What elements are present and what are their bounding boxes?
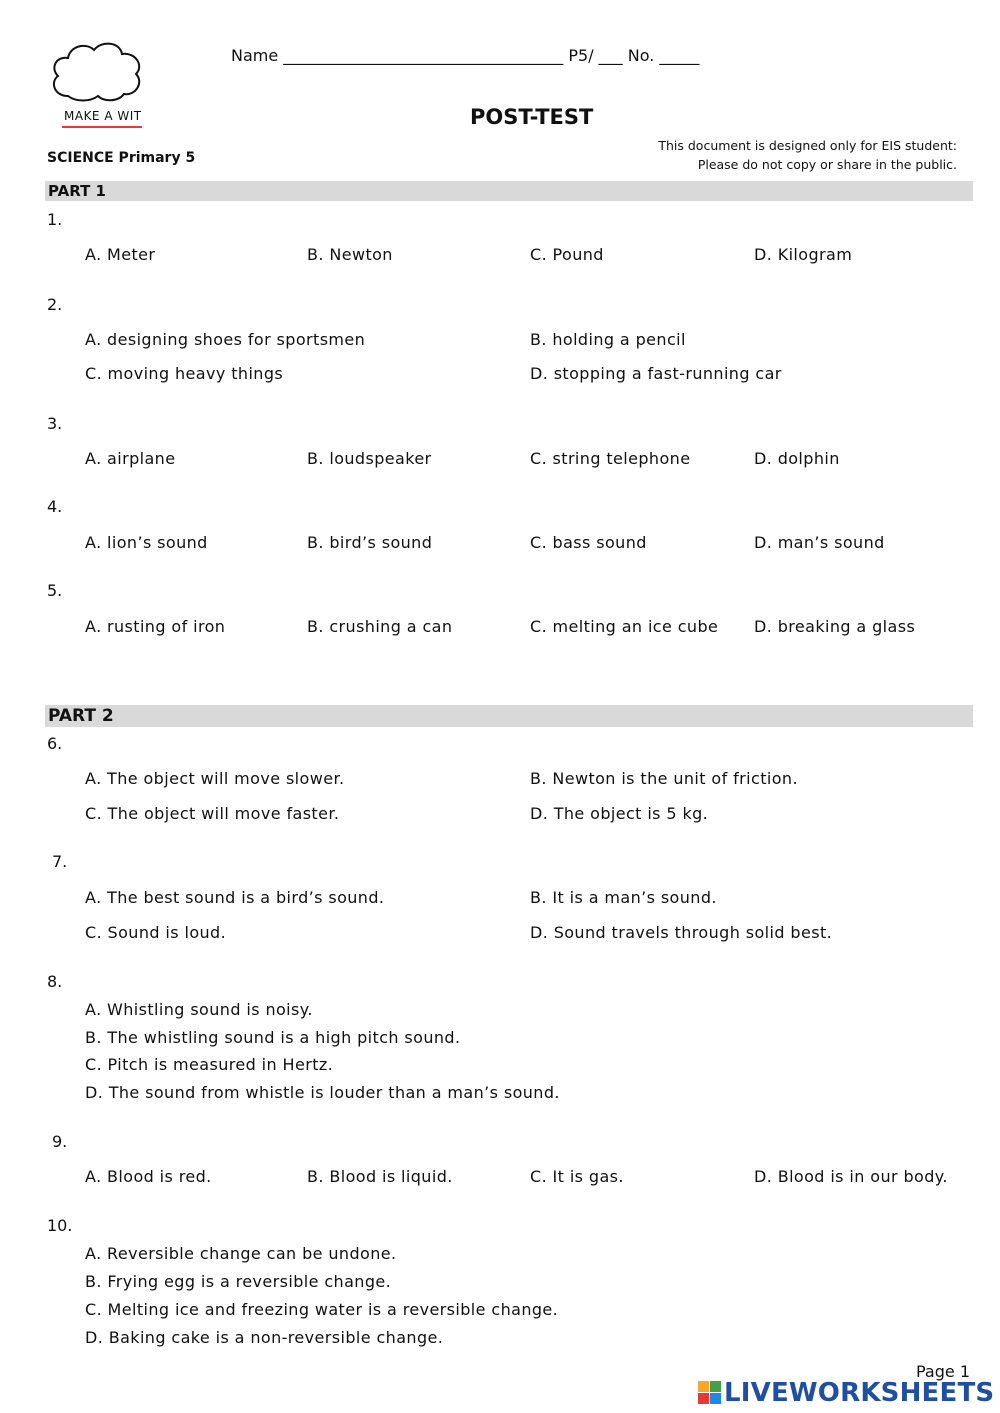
q3-option-d[interactable]: D. dolphin — [754, 449, 840, 468]
q9-option-d[interactable]: D. Blood is in our body. — [754, 1167, 948, 1186]
q7-option-d[interactable]: D. Sound travels through solid best. — [530, 923, 833, 942]
q7-option-a[interactable]: A. The best sound is a bird’s sound. — [85, 888, 385, 907]
q6-option-a[interactable]: A. The object will move slower. — [85, 769, 345, 788]
question-8-number: 8. — [47, 972, 63, 991]
liveworksheets-squares-icon — [698, 1381, 722, 1405]
question-4-number: 4. — [47, 497, 63, 516]
question-3-number: 3. — [47, 414, 63, 433]
notice-line-1: This document is designed only for EIS student: — [658, 138, 957, 153]
q5-option-c[interactable]: C. melting an ice cube — [530, 617, 719, 636]
question-2-number: 2. — [47, 295, 63, 314]
q1-option-b[interactable]: B. Newton — [307, 245, 393, 264]
q7-option-b[interactable]: B. It is a man’s sound. — [530, 888, 717, 907]
q9-option-a[interactable]: A. Blood is red. — [85, 1167, 212, 1186]
q5-option-b[interactable]: B. crushing a can — [307, 617, 453, 636]
q5-option-a[interactable]: A. rusting of iron — [85, 617, 226, 636]
q1-option-d[interactable]: D. Kilogram — [754, 245, 853, 264]
logo-underline — [62, 126, 142, 128]
q9-option-b[interactable]: B. Blood is liquid. — [307, 1167, 453, 1186]
q3-option-c[interactable]: C. string telephone — [530, 449, 691, 468]
q2-option-d[interactable]: D. stopping a fast-running car — [530, 364, 782, 383]
liveworksheets-logo[interactable] — [698, 1377, 994, 1409]
q2-option-c[interactable]: C. moving heavy things — [85, 364, 284, 383]
q10-option-b[interactable]: B. Frying egg is a reversible change. — [85, 1272, 392, 1291]
q4-option-b[interactable]: B. bird’s sound — [307, 533, 433, 552]
notice-line-2: Please do not copy or share in the public. — [697, 157, 957, 172]
part-2-label: PART 2 — [48, 706, 114, 726]
q1-option-c[interactable]: C. Pound — [530, 245, 604, 264]
q6-option-b[interactable]: B. Newton is the unit of friction. — [530, 769, 798, 788]
q10-option-d[interactable]: D. Baking cake is a non-reversible change. — [85, 1328, 444, 1347]
q4-option-c[interactable]: C. bass sound — [530, 533, 647, 552]
part-1-header — [45, 181, 973, 201]
q8-option-c[interactable]: C. Pitch is measured in Hertz. — [85, 1055, 334, 1074]
question-9-number: 9. — [52, 1132, 68, 1151]
q3-option-a[interactable]: A. airplane — [85, 449, 176, 468]
liveworksheets-brand: LIVEWORKSHEETS — [724, 1378, 995, 1408]
question-1-number: 1. — [47, 210, 63, 229]
q10-option-a[interactable]: A. Reversible change can be undone. — [85, 1244, 397, 1263]
question-7-number: 7. — [52, 852, 68, 871]
q6-option-c[interactable]: C. The object will move faster. — [85, 804, 340, 823]
q8-option-a[interactable]: A. Whistling sound is noisy. — [85, 1000, 313, 1019]
q10-option-c[interactable]: C. Melting ice and freezing water is a reversible change. — [85, 1300, 559, 1319]
part-2-header — [45, 705, 973, 727]
q8-option-b[interactable]: B. The whistling sound is a high pitch sound. — [85, 1028, 461, 1047]
notice — [658, 136, 957, 174]
q7-option-c[interactable]: C. Sound is loud. — [85, 923, 227, 942]
part-1-label: PART 1 — [48, 182, 106, 200]
page-title: POST-TEST — [470, 105, 594, 129]
logo-text: MAKE A WIT — [64, 109, 142, 123]
q2-option-b[interactable]: B. holding a pencil — [530, 330, 686, 349]
q4-option-d[interactable]: D. man’s sound — [754, 533, 885, 552]
question-5-number: 5. — [47, 581, 63, 600]
q4-option-a[interactable]: A. lion’s sound — [85, 533, 208, 552]
question-10-number: 10. — [47, 1216, 73, 1235]
q9-option-c[interactable]: C. It is gas. — [530, 1167, 624, 1186]
q1-option-a[interactable]: A. Meter — [85, 245, 156, 264]
q5-option-d[interactable]: D. breaking a glass — [754, 617, 916, 636]
q2-option-a[interactable]: A. designing shoes for sportsmen — [85, 330, 366, 349]
cloud-logo-icon — [48, 38, 144, 104]
name-field-line: Name ___________________________________ P5/ ___ No. _____ — [231, 46, 700, 65]
page-number: Page 1 — [916, 1362, 970, 1381]
q8-option-d[interactable]: D. The sound from whistle is louder than a man’s sound. — [85, 1083, 560, 1102]
q6-option-d[interactable]: D. The object is 5 kg. — [530, 804, 709, 823]
q3-option-b[interactable]: B. loudspeaker — [307, 449, 432, 468]
question-6-number: 6. — [47, 734, 63, 753]
subject-label: SCIENCE Primary 5 — [47, 150, 196, 166]
